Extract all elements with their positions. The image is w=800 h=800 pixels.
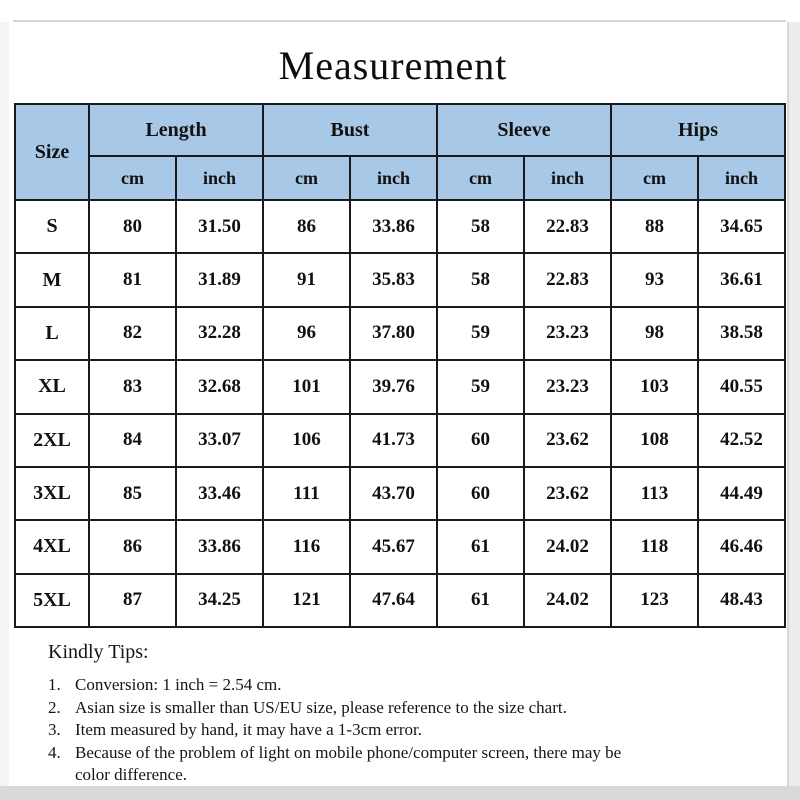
measurement-cell: 48.43 — [698, 574, 785, 627]
measurement-cell: 61 — [437, 574, 524, 627]
measurement-cell: 83 — [89, 360, 176, 413]
measurement-cell: 34.65 — [698, 200, 785, 253]
table-row — [15, 414, 785, 467]
measurement-cell: 60 — [437, 467, 524, 520]
group-header-row — [15, 104, 785, 156]
measurement-cell: 84 — [89, 414, 176, 467]
measurement-cell: 33.86 — [176, 520, 263, 573]
measurement-cell: 43.70 — [350, 467, 437, 520]
measurement-cell: 113 — [611, 467, 698, 520]
group-header-hips: Hips — [611, 104, 785, 156]
size-label: L — [15, 307, 89, 360]
measurement-cell: 59 — [437, 307, 524, 360]
unit-header: inch — [524, 156, 611, 200]
measurement-cell: 32.68 — [176, 360, 263, 413]
measurement-cell: 81 — [89, 253, 176, 306]
measurement-cell: 34.25 — [176, 574, 263, 627]
tip-number: 4. — [48, 742, 61, 762]
tip-text: Conversion: 1 inch = 2.54 cm. — [75, 675, 282, 694]
measurement-cell: 42.52 — [698, 414, 785, 467]
tip-text: Asian size is smaller than US/EU size, please reference to the size chart. — [75, 697, 567, 717]
measurement-cell: 31.89 — [176, 253, 263, 306]
measurement-cell: 98 — [611, 307, 698, 360]
size-label: 3XL — [15, 467, 89, 520]
table-row — [15, 200, 785, 253]
measurement-cell: 108 — [611, 414, 698, 467]
group-header-sleeve: Sleeve — [437, 104, 611, 156]
tip-number: 3. — [48, 720, 61, 739]
left-edge-strip — [0, 22, 9, 786]
group-header-length: Length — [89, 104, 263, 156]
measurement-cell: 91 — [263, 253, 350, 306]
measurement-cell: 23.23 — [524, 360, 611, 413]
tips-heading: Kindly Tips: — [48, 641, 149, 663]
measurement-cell: 38.58 — [698, 307, 785, 360]
measurement-cell: 36.61 — [698, 253, 785, 306]
measurement-cell: 116 — [263, 520, 350, 573]
measurement-cell: 33.86 — [350, 200, 437, 253]
unit-header: inch — [350, 156, 437, 200]
measurement-cell: 44.49 — [698, 467, 785, 520]
tip-item — [48, 719, 668, 742]
size-label: M — [15, 253, 89, 306]
measurement-cell: 86 — [89, 520, 176, 573]
measurement-cell: 33.07 — [176, 414, 263, 467]
measurement-cell: 111 — [263, 467, 350, 520]
measurement-cell: 96 — [263, 307, 350, 360]
measurement-cell: 123 — [611, 574, 698, 627]
size-label: 5XL — [15, 574, 89, 627]
measurement-table-header — [15, 104, 785, 200]
measurement-cell: 45.67 — [350, 520, 437, 573]
table-row — [15, 520, 785, 573]
measurement-cell: 39.76 — [350, 360, 437, 413]
measurement-cell: 23.23 — [524, 307, 611, 360]
tips-section — [48, 641, 668, 787]
measurement-cell: 23.62 — [524, 414, 611, 467]
measurement-cell: 47.64 — [350, 574, 437, 627]
measurement-cell: 106 — [263, 414, 350, 467]
measurement-cell: 24.02 — [524, 574, 611, 627]
measurement-cell: 59 — [437, 360, 524, 413]
page-title: Measurement — [278, 43, 508, 88]
measurement-cell: 58 — [437, 200, 524, 253]
tip-text: Item measured by hand, it may have a 1-3cm error. — [75, 720, 422, 739]
measurement-cell: 101 — [263, 360, 350, 413]
measurement-cell: 24.02 — [524, 520, 611, 573]
measurement-cell: 58 — [437, 253, 524, 306]
size-label: XL — [15, 360, 89, 413]
measurement-cell: 46.46 — [698, 520, 785, 573]
unit-header: cm — [89, 156, 176, 200]
measurement-cell: 87 — [89, 574, 176, 627]
measurement-cell: 32.28 — [176, 307, 263, 360]
tip-item — [48, 742, 668, 787]
measurement-cell: 80 — [89, 200, 176, 253]
measurement-cell: 37.80 — [350, 307, 437, 360]
bottom-edge-strip — [0, 786, 800, 800]
tip-item — [48, 697, 668, 720]
group-header-bust: Bust — [263, 104, 437, 156]
tips-list — [48, 674, 668, 787]
unit-header: inch — [698, 156, 785, 200]
measurement-cell: 40.55 — [698, 360, 785, 413]
table-row — [15, 253, 785, 306]
tip-number: 1. — [48, 675, 61, 694]
measurement-cell: 121 — [263, 574, 350, 627]
measurement-cell: 31.50 — [176, 200, 263, 253]
measurement-cell: 33.46 — [176, 467, 263, 520]
unit-header: cm — [437, 156, 524, 200]
table-row — [15, 467, 785, 520]
measurement-cell: 60 — [437, 414, 524, 467]
unit-header: cm — [611, 156, 698, 200]
measurement-cell: 85 — [89, 467, 176, 520]
measurement-cell: 93 — [611, 253, 698, 306]
measurement-cell: 61 — [437, 520, 524, 573]
measurement-cell: 35.83 — [350, 253, 437, 306]
size-column-header: Size — [15, 104, 89, 200]
measurement-cell: 103 — [611, 360, 698, 413]
measurement-cell: 82 — [89, 307, 176, 360]
table-row — [15, 360, 785, 413]
size-label: 4XL — [15, 520, 89, 573]
size-label: S — [15, 200, 89, 253]
measurement-cell: 22.83 — [524, 200, 611, 253]
table-row — [15, 574, 785, 627]
tip-item — [48, 674, 668, 697]
tip-number: 2. — [48, 697, 61, 717]
top-divider-line — [13, 20, 786, 22]
measurement-cell: 41.73 — [350, 414, 437, 467]
measurement-cell: 86 — [263, 200, 350, 253]
measurement-cell: 88 — [611, 200, 698, 253]
tip-text: Because of the problem of light on mobile phone/computer screen, there may be color difference. — [75, 742, 622, 784]
measurement-table — [14, 103, 786, 628]
unit-header: inch — [176, 156, 263, 200]
right-edge-strip — [787, 22, 800, 786]
table-row — [15, 307, 785, 360]
measurement-table-body — [15, 200, 785, 627]
unit-header: cm — [263, 156, 350, 200]
size-label: 2XL — [15, 414, 89, 467]
unit-header-row — [15, 156, 785, 200]
measurement-cell: 118 — [611, 520, 698, 573]
measurement-cell: 22.83 — [524, 253, 611, 306]
measurement-cell: 23.62 — [524, 467, 611, 520]
